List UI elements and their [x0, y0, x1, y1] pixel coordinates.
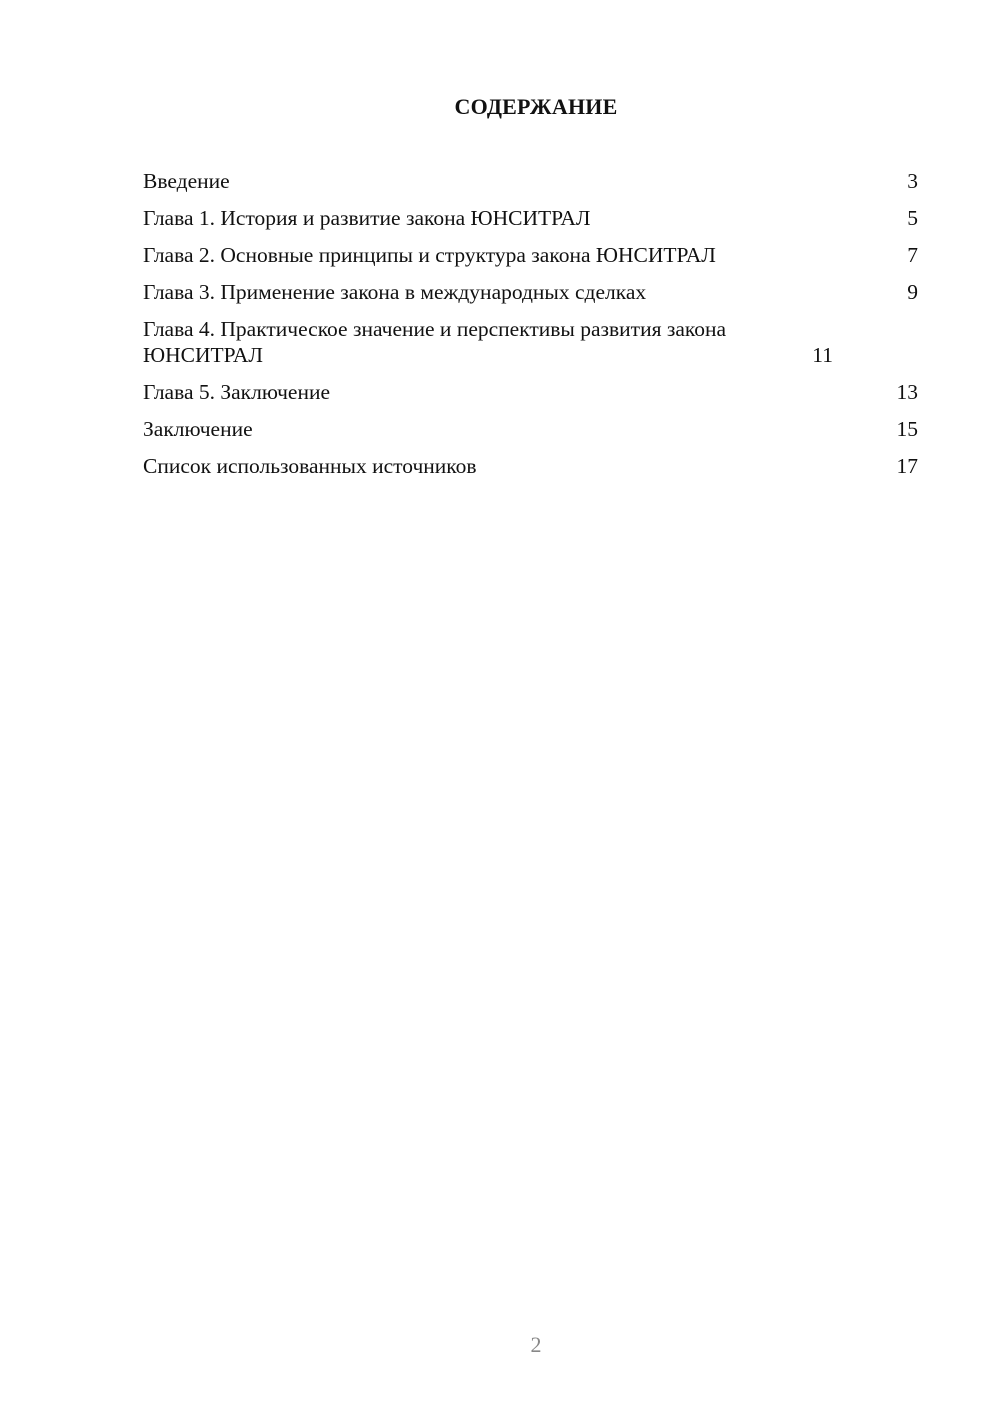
toc-entry-page: 5	[907, 206, 918, 230]
toc-entry[interactable]	[143, 242, 918, 268]
toc-entry[interactable]	[143, 168, 918, 194]
toc-entry-label: Заключение	[143, 417, 253, 441]
page-number: 2	[530, 1332, 542, 1357]
toc-entry[interactable]	[143, 279, 918, 305]
page-title: СОДЕРЖАНИЕ	[454, 94, 618, 119]
toc-entry-page: 15	[896, 417, 918, 441]
toc-entry[interactable]	[143, 316, 918, 368]
toc-entry-page: 17	[896, 454, 918, 478]
toc-entry-page: 3	[907, 169, 918, 193]
toc-entry[interactable]	[143, 416, 918, 442]
toc-entry-label: Глава 2. Основные принципы и структура закона ЮНСИТРАЛ	[143, 243, 716, 267]
toc-entry-page: 7	[907, 243, 918, 267]
toc-entry-page: 9	[907, 280, 918, 304]
toc-entry[interactable]	[143, 379, 918, 405]
toc-entry-label: Глава 4. Практическое значение и перспективы развития закона ЮНСИТРАЛ	[143, 317, 727, 367]
toc-entry-label: Глава 1. История и развитие закона ЮНСИТРАЛ	[143, 206, 591, 230]
toc-entry[interactable]	[143, 453, 918, 479]
toc-entry[interactable]	[143, 205, 918, 231]
toc-entry-page: 11	[812, 343, 833, 367]
table-of-contents	[143, 168, 918, 490]
toc-entry-label: Введение	[143, 169, 230, 193]
toc-entry-page: 13	[896, 380, 918, 404]
toc-entry-label: Глава 3. Применение закона в международных сделках	[143, 280, 647, 304]
toc-entry-label: Список использованных источников	[143, 454, 477, 478]
toc-entry-label: Глава 5. Заключение	[143, 380, 331, 404]
